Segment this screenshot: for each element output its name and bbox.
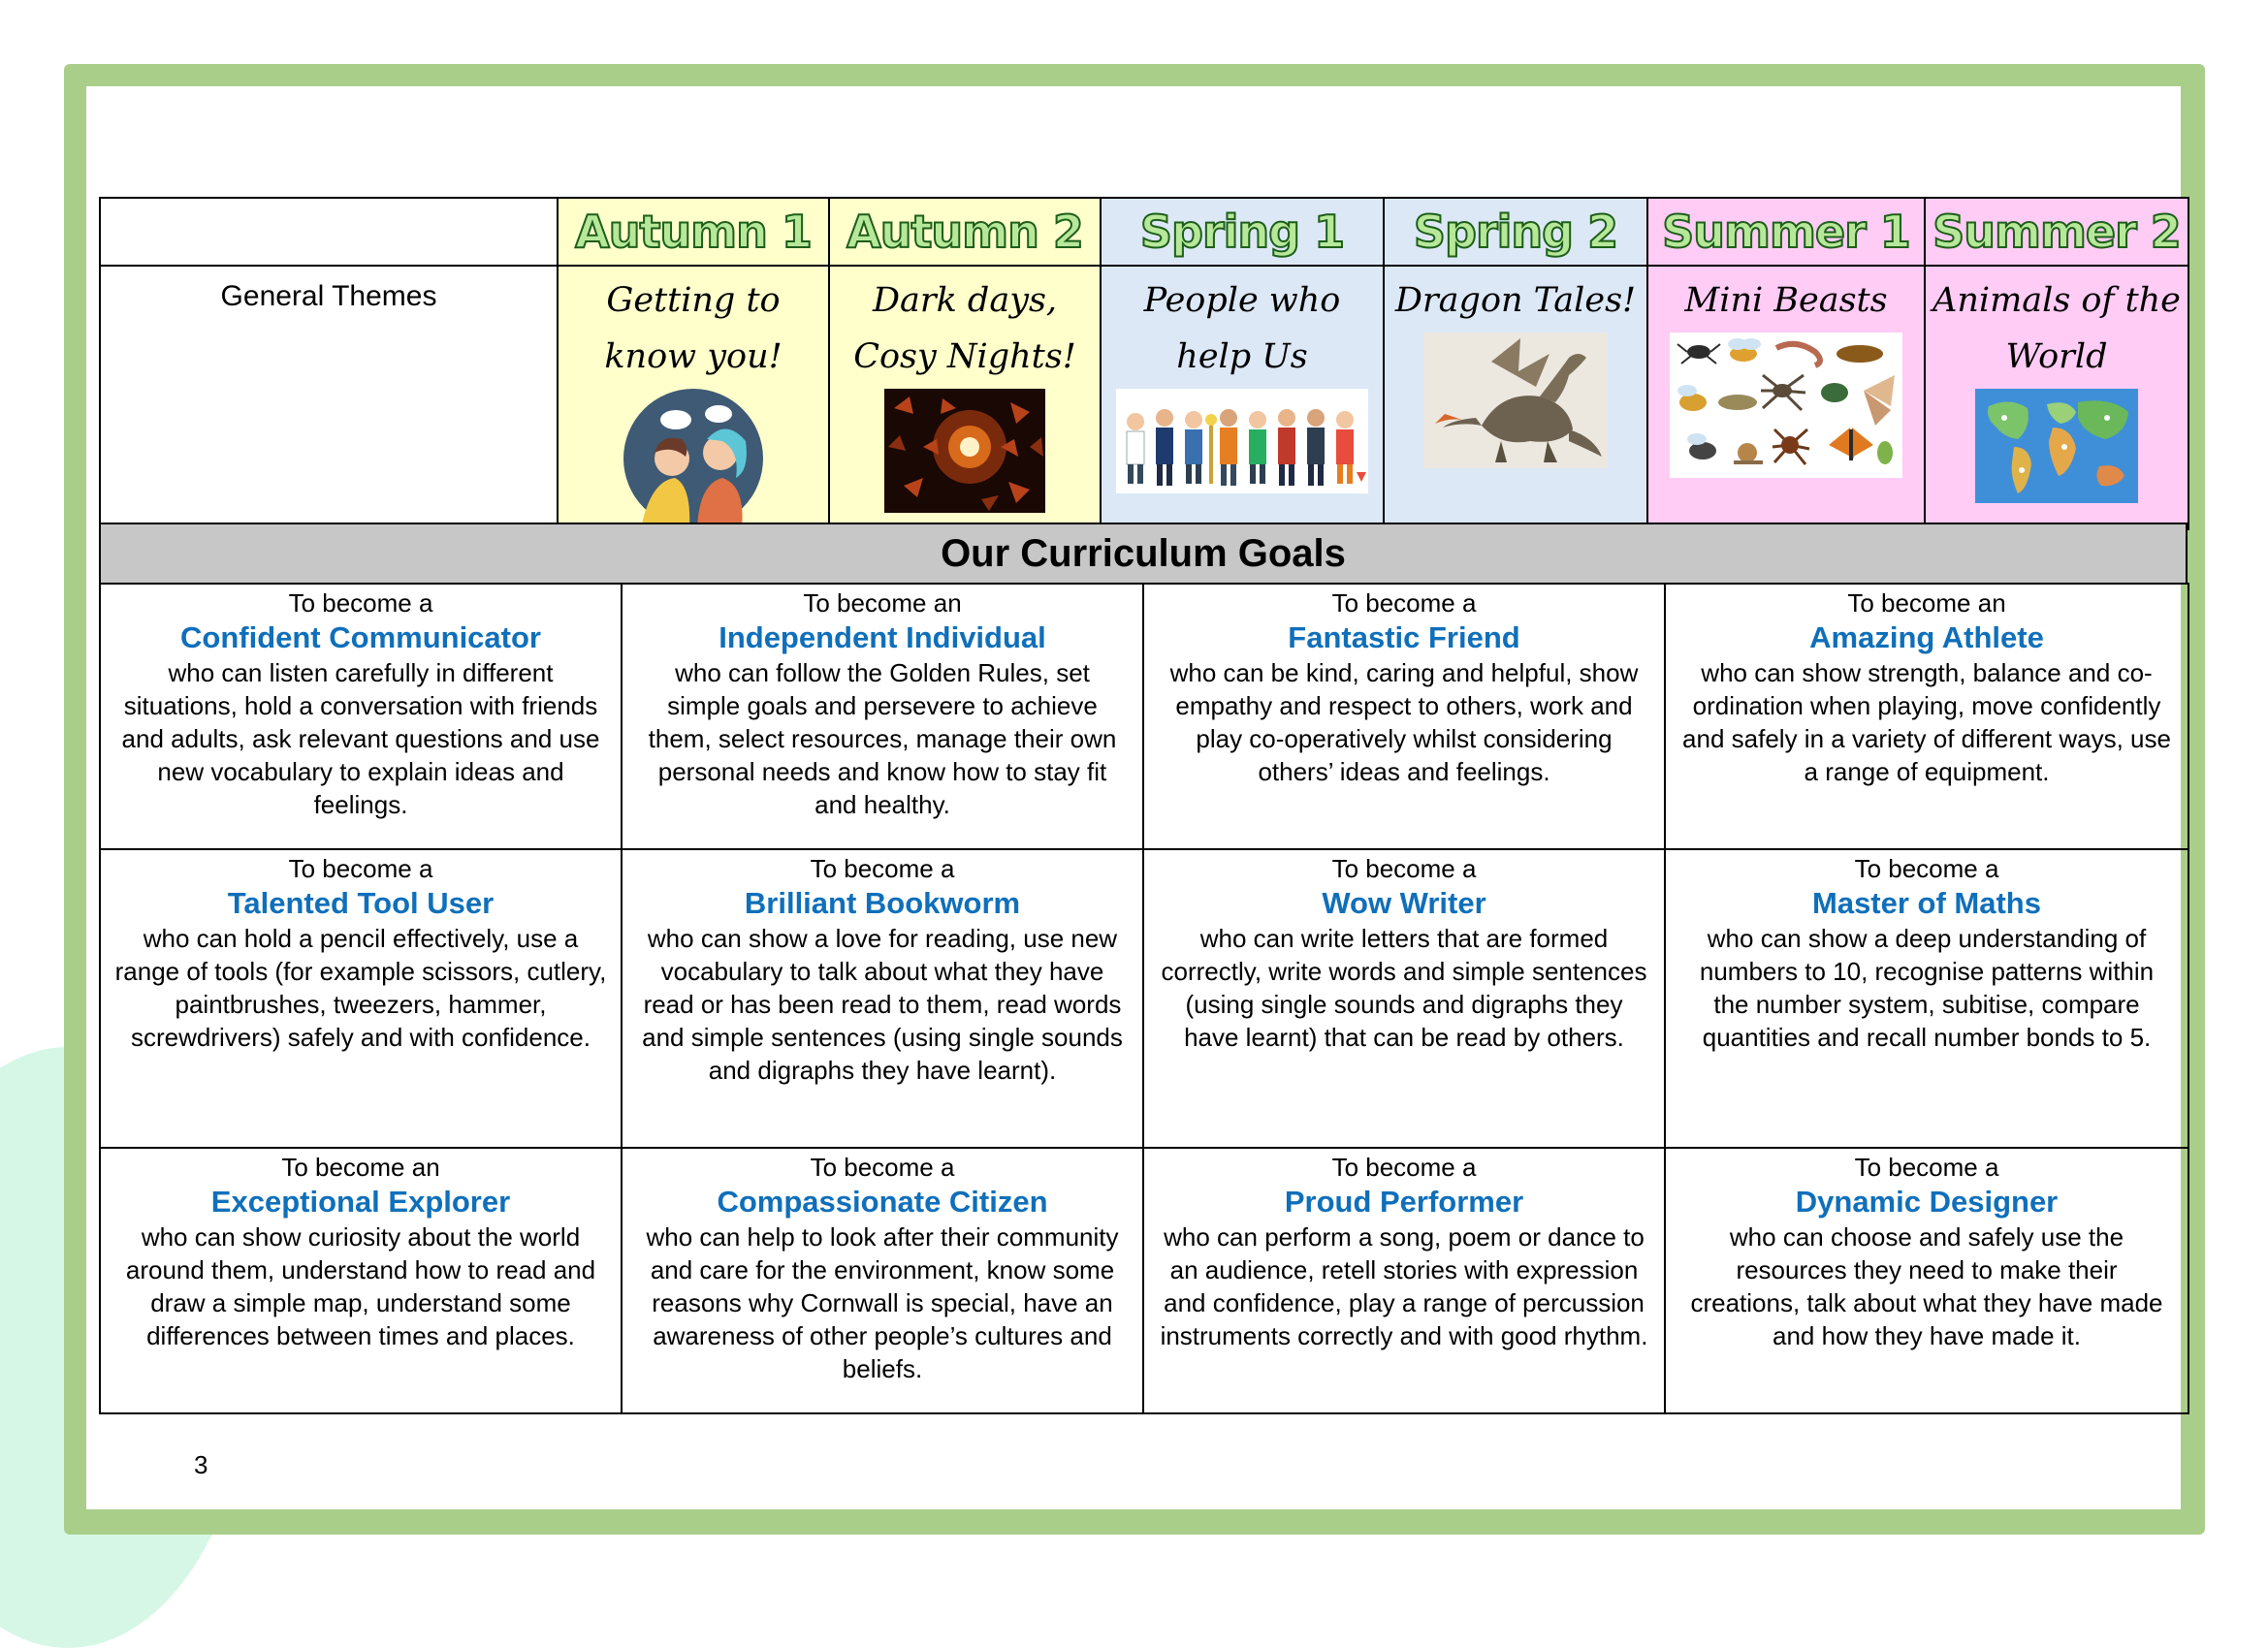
goal-cell: To become a Dynamic Designer who can choose and safely use the resources they need to make their creations, talk about what they have made and how they have made it. bbox=[1665, 1148, 2188, 1413]
topic-cell-autumn-2 bbox=[829, 266, 1101, 529]
season-summer-2: Summer 2 bbox=[1925, 198, 2188, 266]
season-spring-2: Spring 2 bbox=[1384, 198, 1647, 266]
goal-name: Proud Performer bbox=[1284, 1185, 1524, 1219]
curriculum-goals-table bbox=[99, 583, 2189, 1414]
two-people-talking-illustration bbox=[622, 389, 765, 528]
goal-name: Master of Maths bbox=[1812, 886, 2041, 920]
goal-name: Fantastic Friend bbox=[1288, 620, 1520, 654]
topic-cell-spring-2 bbox=[1384, 266, 1647, 529]
corner-cell bbox=[100, 198, 558, 266]
topic-title: Animals of the World bbox=[1933, 281, 2181, 376]
insects-illustration bbox=[1670, 333, 1902, 478]
curriculum-goals-title: Our Curriculum Goals bbox=[99, 523, 2188, 585]
goal-cell: To become a Master of Maths who can show a deep understanding of numbers to 10, recognise patterns within the number system, subitise, compare quantities and recall number bonds to 5. bbox=[1665, 849, 2188, 1148]
lantern-autumn-leaves-photo bbox=[884, 389, 1045, 513]
season-summer-1: Summer 1 bbox=[1647, 198, 1925, 266]
goals-row bbox=[100, 1148, 2188, 1413]
goal-name: Wow Writer bbox=[1322, 886, 1486, 920]
topic-title: Getting to know you! bbox=[604, 281, 783, 376]
goals-row bbox=[100, 849, 2188, 1148]
page-number: 3 bbox=[194, 1450, 208, 1479]
goal-name: Exceptional Explorer bbox=[210, 1185, 511, 1219]
topic-cell-autumn-1 bbox=[558, 266, 829, 529]
goal-name: Talented Tool User bbox=[227, 886, 495, 920]
topic-title: Dark days, Cosy Nights! bbox=[853, 281, 1076, 376]
themes-table bbox=[99, 197, 2189, 530]
goal-name: Amazing Athlete bbox=[1809, 620, 2044, 654]
goal-name: Confident Communicator bbox=[180, 620, 541, 654]
goal-cell: To become an Independent Individual who can follow the Golden Rules, set simple goals and persevere to achieve them, select resources, manage their own personal needs and know how to stay fit and healthy. bbox=[622, 584, 1143, 849]
goal-cell: To become a Compassionate Citizen who can help to look after their community and care for the environment, know some reasons why Cornwall is special, have an awareness of other people’s cultures and beliefs. bbox=[622, 1148, 1143, 1413]
general-themes-row bbox=[100, 266, 2188, 529]
goal-name: Compassionate Citizen bbox=[717, 1185, 1048, 1219]
goal-cell: To become an Exceptional Explorer who can show curiosity about the world around them, understand how to read and draw a simple map, understand some differences between times and places. bbox=[100, 1148, 622, 1413]
season-header-row bbox=[100, 198, 2188, 266]
topic-title: Mini Beasts bbox=[1684, 281, 1888, 320]
goals-row bbox=[100, 584, 2188, 849]
dragon-illustration bbox=[1423, 333, 1608, 468]
goal-cell: To become a Brilliant Bookworm who can show a love for reading, use new vocabulary to talk about what they have read or has been read to them, read words and simple sentences (using single sounds and digraphs they have learnt). bbox=[622, 849, 1143, 1148]
goal-name: Independent Individual bbox=[719, 620, 1046, 654]
goal-cell: To become an Amazing Athlete who can show strength, balance and co-ordination when playing, move confidently and safely in a variety of different ways, use a range of equipment. bbox=[1665, 584, 2188, 849]
topic-cell-spring-1 bbox=[1101, 266, 1384, 529]
goal-name: Dynamic Designer bbox=[1795, 1185, 2059, 1219]
goal-cell: To become a Confident Communicator who can listen carefully in different situations, hold a conversation with friends and adults, ask relevant questions and use new vocabulary to explain ideas and feelings. bbox=[100, 584, 622, 849]
season-autumn-1: Autumn 1 bbox=[558, 198, 829, 266]
goal-name: Brilliant Bookworm bbox=[744, 886, 1021, 920]
season-autumn-2: Autumn 2 bbox=[829, 198, 1101, 266]
goal-cell: To become a Proud Performer who can perform a song, poem or dance to an audience, retell stories with expression and confidence, play a range of percussion instruments correctly and with good rhythm. bbox=[1143, 1148, 1665, 1413]
topic-title: Dragon Tales! bbox=[1394, 281, 1637, 320]
general-themes-label: General Themes bbox=[100, 266, 558, 529]
topic-cell-summer-1 bbox=[1647, 266, 1925, 529]
goal-cell: To become a Fantastic Friend who can be kind, caring and helpful, show empathy and respect to others, work and play co-operatively whilst considering others’ ideas and feelings. bbox=[1143, 584, 1665, 849]
topic-cell-summer-2 bbox=[1925, 266, 2188, 529]
community-helpers-illustration bbox=[1116, 389, 1368, 493]
goal-cell: To become a Wow Writer who can write letters that are formed correctly, write words and simple sentences (using single sounds and digraphs they have learnt) that can be read by others. bbox=[1143, 849, 1665, 1148]
goal-cell: To become a Talented Tool User who can hold a pencil effectively, use a range of tools (for example scissors, cutlery, paintbrushes, tweezers, hammer, screwdrivers) safely and with confidence. bbox=[100, 849, 622, 1148]
season-spring-1: Spring 1 bbox=[1101, 198, 1384, 266]
world-map-illustration bbox=[1975, 389, 2138, 503]
topic-title: People who help Us bbox=[1143, 281, 1341, 376]
